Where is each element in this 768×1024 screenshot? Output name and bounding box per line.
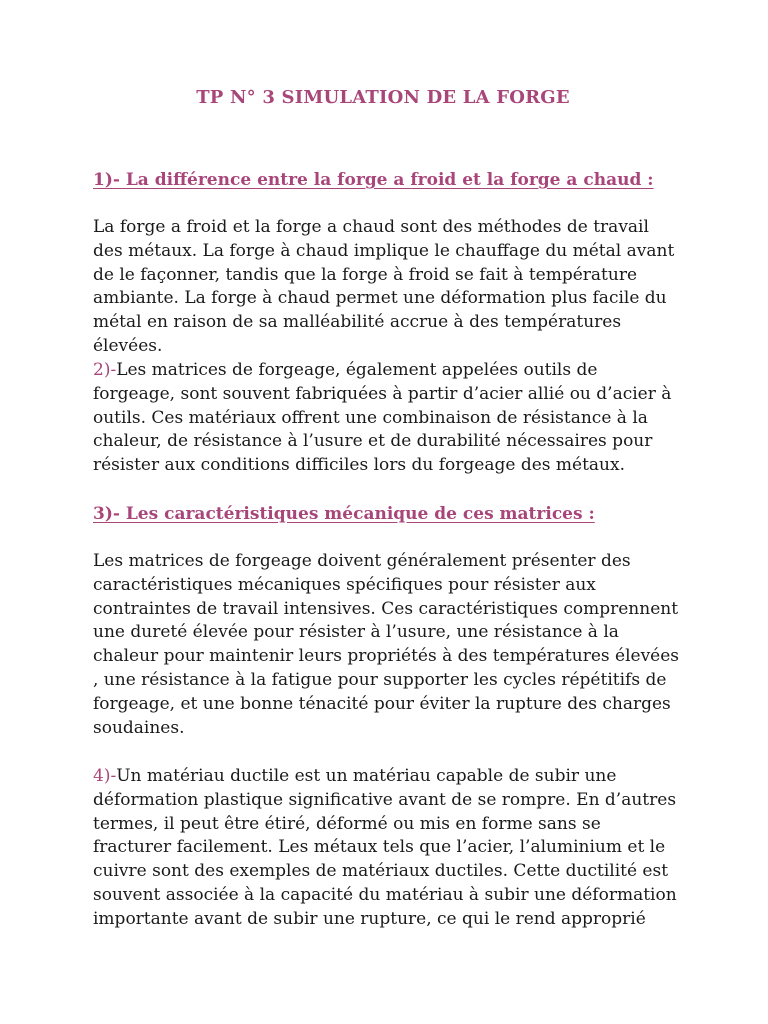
section-2-text: Les matrices de forgeage, également appelées outils de forgeage, sont souvent fabriquées à partir d’acier allié ou d’acier à outils. Ces matériaux offrent une combinaison de résistance à la chaleur, de résistance à l’usure et de durabilité nécessaires pour résister aux conditions difficiles lors du forgeage des métaux.: [93, 360, 672, 476]
section-2-number: 2)-: [93, 360, 117, 380]
section-4-paragraph: [93, 765, 683, 932]
section-4-text: Un matériau ductile est un matériau capable de subir une déformation plastique significative avant de se rompre. En d’autres termes, il peut être étiré, déformé ou mis en forme sans se fracturer facilement. Les métaux tels que l’acier, l’aluminium et le cuivre sont des exemples de matériaux ductiles. Cette ductilité est souvent associée à la capacité du matériau à subir une déformation importante avant de subir une rupture, ce qui le rend approprié: [93, 766, 677, 929]
section-3-heading: 3)- Les caractéristiques mécanique de ces matrices :: [93, 504, 595, 524]
section-2-paragraph: [93, 359, 683, 478]
section-1-heading: 1)- La différence entre la forge a froid et la forge a chaud :: [93, 170, 654, 190]
section-1-paragraph: La forge a froid et la forge a chaud sont des méthodes de travail des métaux. La forge à chaud implique le chauffage du métal avant de le façonner, tandis que la forge à froid se fait à température ambiante. La forge à chaud permet une déformation plus facile du métal en raison de sa malléabilité accrue à des températures élevées.: [93, 217, 675, 356]
document-title: TP N° 3 SIMULATION DE LA FORGE: [196, 87, 570, 108]
section-3-paragraph: Les matrices de forgeage doivent généralement présenter des caractéristiques mécaniques spécifiques pour résister aux contraintes de travail intensives. Ces caractéristiques comprennent une dureté élevée pour résister à l’usure, une résistance à la chaleur pour maintenir leurs propriétés à des températures élevées , une résistance à la fatigue pour supporter les cycles répétitifs de forgeage, et une bonne ténacité pour éviter la rupture des charges soudaines.: [93, 551, 680, 738]
section-4-number: 4)-: [93, 766, 117, 786]
